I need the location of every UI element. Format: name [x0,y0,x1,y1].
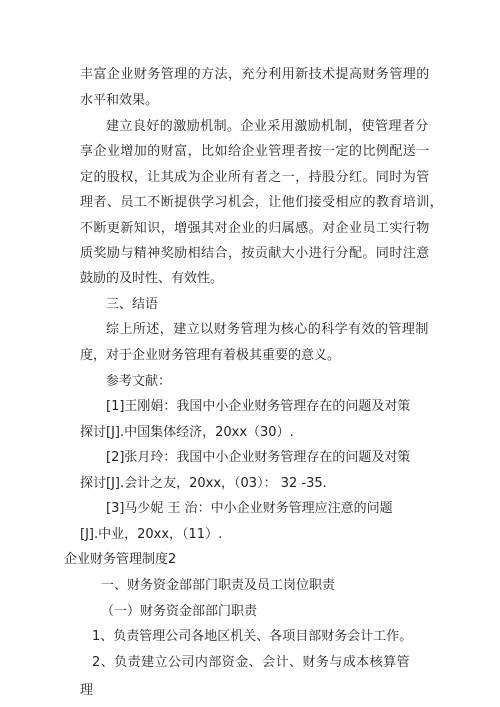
reference-line: 探讨[J].中国集体经济，20xx（30）. [80,425,294,440]
references-heading: 参考文献： [106,374,172,389]
subsection-heading: （一）财务资金部部门职责 [101,604,258,619]
document-heading: 企业财务管理制度2 [64,552,177,567]
text-line: 综上所述，建立以财务管理为核心的科学有效的管理制 [106,322,429,337]
text-line: 理 [80,683,94,698]
text-line: 享企业增加的财富，比如给企业管理者按一定的比例配送一 [80,144,430,159]
reference-line: [3]马少妮 王 治：中小企业财务管理应注意的问题 [106,501,393,516]
text-line: 质奖励与精神奖励相结合，按贡献大小进行分配。同时注意 [80,246,430,261]
text-line: 丰富企业财务管理的方法，充分利用新技术提高财务管理的 [80,67,430,82]
text-line: 不断更新知识，增强其对企业的归属感。对企业员工实行物 [80,221,430,236]
reference-line: 探讨[J].会计之友，20xx，（03）： 32 -35. [80,476,327,491]
list-item: 1、负责管理公司各地区机关、各项目部财务会计工作。 [92,629,413,644]
list-item: 2、负责建立公司内部资金、会计、财务与成本核算管 [92,655,411,670]
reference-line: [J].中业，20xx，（11）. [80,527,223,542]
section-heading: 三、结语 [106,297,159,312]
reference-line: [2]张月玲：我国中小企业财务管理存在的问题及对策 [106,450,411,465]
text-line: 度，对于企业财务管理有着极其重要的意义。 [80,348,341,363]
section-heading: 一、财务资金部部门职责及员工岗位职责 [101,578,336,593]
reference-line: [1]王刚娟：我国中小企业财务管理存在的问题及对策 [106,399,411,414]
text-line: 鼓励的及时性、有效性。 [80,271,224,286]
text-line: 水平和效果。 [80,93,159,108]
text-line: 理者、员工不断提供学习机会，让他们接受相应的教育培训， [80,195,444,210]
text-line: 建立良好的激励机制。企业采用激励机制，使管理者分 [106,119,429,134]
text-line: 定的股权，让其成为企业所有者之一，持股分红。同时为管 [80,170,430,185]
